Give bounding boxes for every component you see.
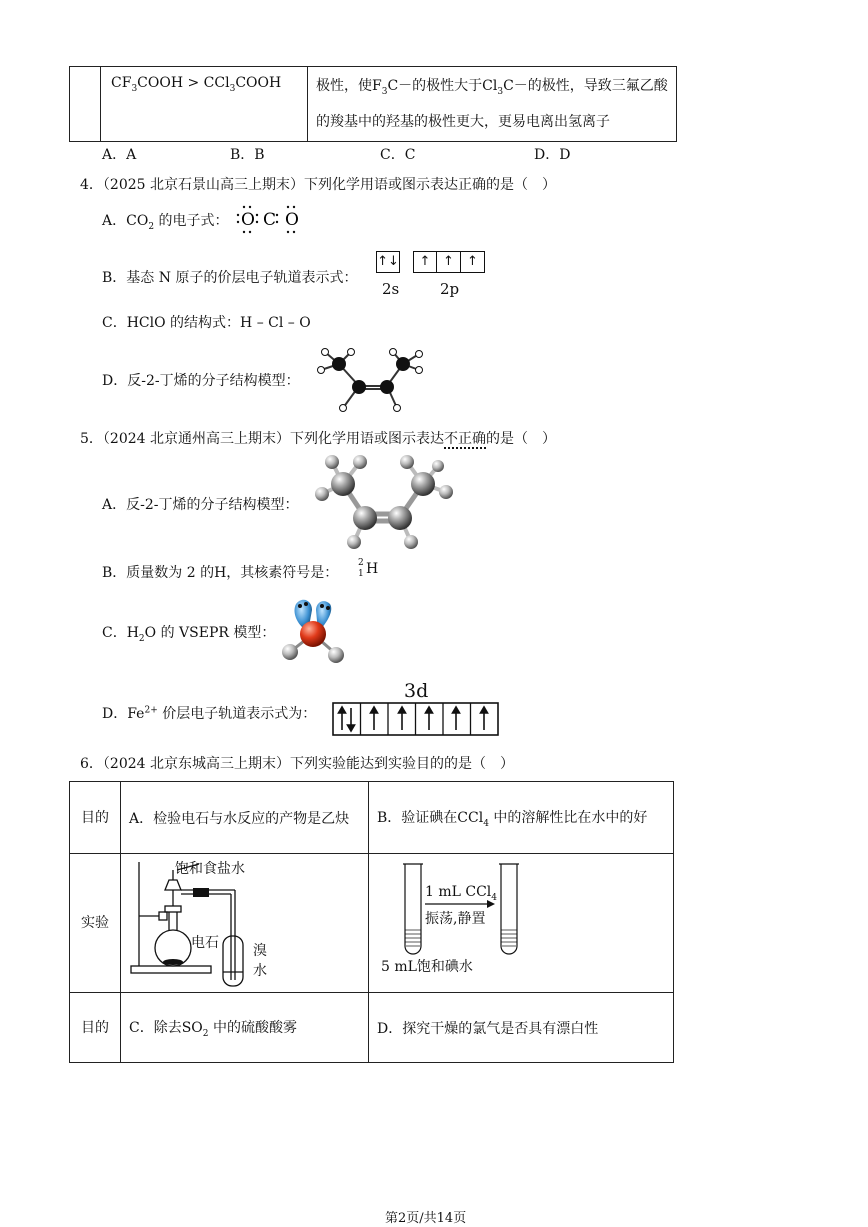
n-2p-orbitals xyxy=(413,251,485,273)
label-saturated-brine: 饱和食盐水 xyxy=(175,861,245,877)
orbital-2p-box-1: ↑ xyxy=(413,251,437,273)
cell-option-b[interactable]: B．验证碘在CCl$_4$ 中的溶解性比在水中的好 xyxy=(369,782,674,854)
h2o-vsepr-model xyxy=(278,594,350,666)
svg-text:C: C xyxy=(263,210,277,230)
q5-stem-emphasis: 不正确 xyxy=(444,431,486,447)
trans-2-butene-3d-model xyxy=(310,452,460,552)
q5-stem xyxy=(80,428,556,448)
q4-option-b[interactable]: B．基态 N 原子的价层电子轨道表示式： xyxy=(102,270,358,286)
acetylene-apparatus xyxy=(125,856,365,990)
row2-header: 实验 xyxy=(70,854,121,993)
top-table xyxy=(69,66,677,142)
q4-option-d[interactable]: D．反-2-丁烯的分子结构模型： xyxy=(102,373,300,389)
cell-option-c[interactable]: C．除去$SO_2$ 中的硫酸酸雾 xyxy=(121,993,369,1063)
label-shake-stand: 振荡,静置 xyxy=(425,911,486,927)
q5-option-a[interactable]: A．反-2-丁烯的分子结构模型： xyxy=(102,497,299,513)
svg-text:O: O xyxy=(241,210,255,230)
trans-2-butene-ballstick-model xyxy=(315,346,425,414)
row3-header: 目的 xyxy=(70,993,121,1063)
nuclide-mass-number: 2 xyxy=(358,558,364,568)
page-footer: 第2页/共14页 xyxy=(385,1211,467,1226)
orbital-2p-box-3: ↑ xyxy=(461,251,485,273)
orbital-2s-box: ↑↓ xyxy=(376,251,400,273)
label-bromine: 溴 xyxy=(253,943,267,959)
label-iodine-water: 5 mL饱和碘水 xyxy=(381,959,473,975)
q5-option-c[interactable]: C．$H_2O$ 的 VSEPR 模型： xyxy=(102,625,276,644)
orbital-3d-label: 3d xyxy=(404,680,429,702)
row1-header: 目的 xyxy=(70,782,121,854)
nuclide-element: H xyxy=(366,561,379,577)
label-2p: 2p xyxy=(440,280,460,298)
label-ccl4-added: 1 mL CCl$_4$ xyxy=(425,884,498,903)
experiment-table xyxy=(69,781,674,1063)
top-table-explanation-cell xyxy=(308,67,677,142)
top-table-formula-cell xyxy=(101,67,308,142)
q3-option-a[interactable]: A．A xyxy=(102,147,137,163)
co2-electron-formula xyxy=(236,203,306,235)
q5-option-d[interactable]: D．$Fe^{2+}$ 价层电子轨道表示式为： xyxy=(102,705,317,722)
cell-apparatus-b xyxy=(369,854,674,993)
explanation-line-2: 的羧基中的羟基的极性更大，更易电离出氢离子 xyxy=(316,113,610,130)
nuclide-atomic-number: 1 xyxy=(358,569,364,579)
q3-option-c[interactable]: C．C xyxy=(380,147,416,163)
n-orbital-diagram xyxy=(376,251,400,273)
q5-stem-suffix: 的是（ ） xyxy=(486,431,556,447)
top-table-blank-cell xyxy=(70,67,101,142)
nuclide-symbol xyxy=(358,558,382,582)
label-calcium-carbide: 电石 xyxy=(191,935,219,951)
cell-apparatus-a xyxy=(121,854,369,993)
q4-stem: 4．（2025 北京石景山高三上期末）下列化学用语或图示表达正确的是（ ） xyxy=(80,177,556,193)
label-2s: 2s xyxy=(382,280,400,298)
q5-stem-prefix: 5．（2024 北京通州高三上期末）下列化学用语或图示表达 xyxy=(80,431,444,447)
formula-text: $CF_3COOH$ > CCl$_3$COOH xyxy=(111,75,282,94)
orbital-2p-box-2: ↑ xyxy=(437,251,461,273)
svg-text:O: O xyxy=(285,210,299,230)
q6-stem: 6．（2024 北京东城高三上期末）下列实验能达到实验目的的是（ ） xyxy=(80,756,514,772)
fe2-orbital-diagram xyxy=(332,702,499,736)
explanation-line-1: 极性，使$F_3C-$的极性大于$Cl_3C-$的极性，导致三氟乙酸 xyxy=(316,78,668,97)
cell-option-a[interactable]: A．检验电石与水反应的产物是乙炔 xyxy=(121,782,369,854)
q3-option-b[interactable]: B．B xyxy=(230,147,265,163)
q4-option-c[interactable]: C．HClO 的结构式：H – Cl – O xyxy=(102,315,311,331)
label-water: 水 xyxy=(253,963,267,979)
iodine-extraction-apparatus xyxy=(375,858,655,988)
q3-option-d[interactable]: D．D xyxy=(534,147,571,163)
cell-option-d[interactable]: D．探究干燥的氯气是否具有漂白性 xyxy=(369,993,674,1063)
q5-option-b[interactable]: B．质量数为 2 的H，其核素符号是： xyxy=(102,565,339,581)
q4-option-a[interactable]: A．$CO_2$ 的电子式： xyxy=(102,213,229,232)
